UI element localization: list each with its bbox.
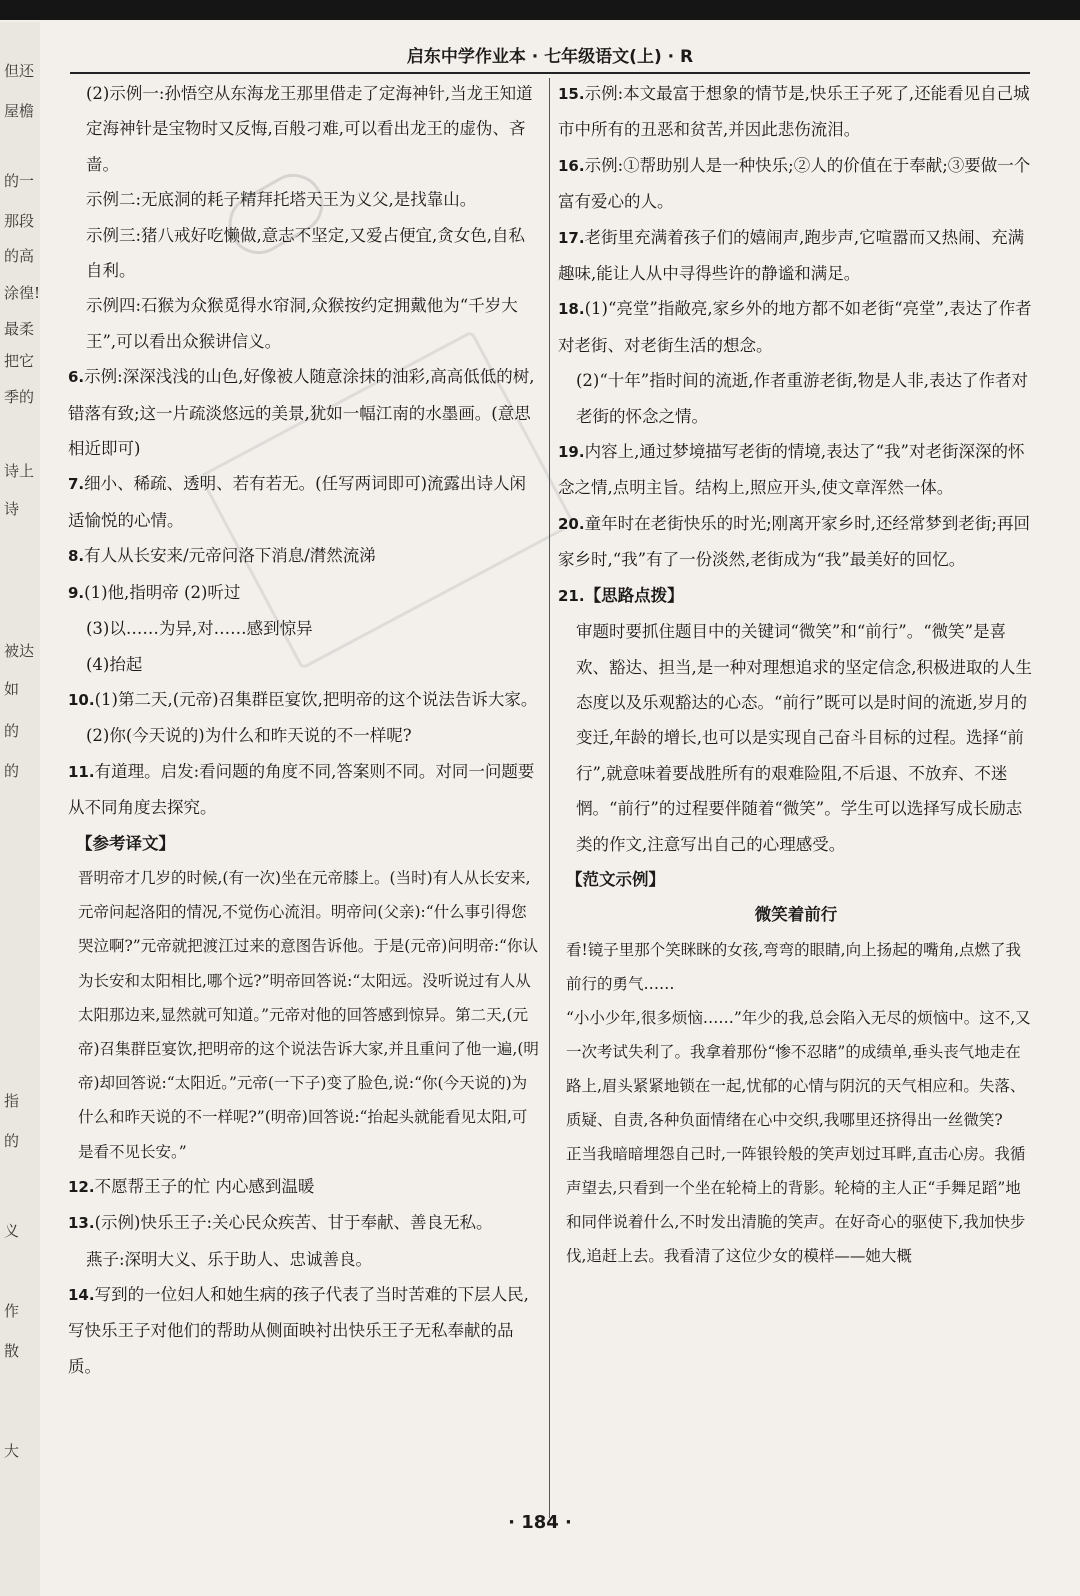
left-column (68, 76, 540, 1384)
answer-13 (68, 1205, 540, 1241)
answer-13-item: 燕子:深明大义、乐于助人、忠诚善良。 (86, 1249, 373, 1269)
answer-number: 6. (68, 368, 85, 387)
answer-number: 21. (558, 586, 585, 605)
answer-text: 不愿帮王子的忙 内心感到温暖 (94, 1176, 315, 1196)
top-edge-band (0, 0, 1080, 20)
answer-number: 12. (68, 1177, 95, 1196)
answer-text: 示例:深深浅浅的山色,好像被人随意涂抹的油彩,高高低低的树,错落有致;这一片疏淡悠远的美景,犹如一幅江南的水墨画。(意思相近即可) (68, 367, 535, 459)
answer-9-item: (3)以……为异,对……感到惊异 (86, 619, 313, 639)
answer-9 (68, 575, 540, 611)
previous-page-fragment: 季的 (4, 388, 35, 406)
answer-text: 细小、稀疏、透明、若有若无。(任写两词即可)流露出诗人闲适愉悦的心情。 (68, 474, 527, 530)
previous-page-fragment: 那段 (4, 212, 35, 230)
answer-16 (558, 148, 1034, 220)
answer-12 (68, 1169, 540, 1205)
answer-10 (68, 682, 540, 718)
previous-page-fragment: 的 (4, 1132, 20, 1150)
previous-page-fragment: 诗 (4, 500, 20, 518)
previous-page-fragment: 的 (4, 722, 20, 740)
reference-translation-heading: 【参考译文】 (76, 833, 175, 853)
hint-heading: 【思路点拨】 (584, 585, 684, 605)
previous-page-fragment: 被达 (4, 642, 35, 660)
answer-number: 17. (558, 228, 585, 247)
answer-number: 16. (558, 156, 585, 175)
writing-hint: 审题时要抓住题目中的关键词“微笑”和“前行”。“微笑”是喜欢、豁达、担当,是一种对理想追求的坚定信念,积极进取的人生态度以及乐观豁达的心态。“前行”既可以是时间的流逝,岁月的变迁,年龄的增长,也可以是实现自己奋斗目标的过程。选择“前行”,就意味着要战胜所有的艰难险阻,不后退、不放弃、不迷惘。“前行”的过程要伴随着“微笑”。学生可以选择写成长励志类的作文,注意写出自己的心理感受。 (576, 622, 1032, 854)
previous-page-fragment: 义 (4, 1222, 20, 1240)
answer-number: 10. (68, 690, 95, 709)
q5-example-3: 示例三:猪八戒好吃懒做,意志不坚定,又爱占便宜,贪女色,自私自利。 (86, 225, 526, 281)
column-divider (549, 78, 550, 1518)
answer-15 (558, 76, 1034, 148)
answer-7 (68, 466, 540, 538)
answer-text: 内容上,通过梦境描写老街的情境,表达了“我”对老街深深的怀念之情,点明主旨。结构上,照应开头,使文章浑然一体。 (558, 442, 1025, 498)
answer-number: 7. (68, 475, 85, 494)
answer-number: 11. (68, 762, 95, 781)
previous-page-fragment: 散 (4, 1342, 20, 1360)
answer-text: (1)“亮堂”指敞亮,家乡外的地方都不如老街“亮堂”,表达了作者对老街、对老街生活的想念。 (558, 299, 1032, 355)
answer-number: 18. (558, 300, 585, 319)
sample-essay-heading: 【范文示例】 (566, 869, 665, 889)
previous-page-fragment: 把它 (4, 352, 35, 370)
previous-page-fragment: 涂徨! (4, 284, 41, 302)
answer-21 (558, 578, 1034, 614)
previous-page-fragment: 作 (4, 1302, 20, 1320)
previous-page-fragment: 指 (4, 1092, 20, 1110)
previous-page-fragment: 的高 (4, 247, 35, 265)
answer-text: 写到的一位妇人和她生病的孩子代表了当时苦难的下层人民,写快乐王子对他们的帮助从侧面映衬出快乐王子无私奉献的品质。 (68, 1284, 529, 1376)
answer-text: 童年时在老街快乐的时光;刚离开家乡时,还经常梦到老街;再回家乡时,“我”有了一份淡然,老街成为“我”最美好的回忆。 (558, 513, 1030, 570)
answer-number: 9. (68, 583, 85, 602)
answer-text: 有道理。启发:看问题的角度不同,答案则不同。对同一问题要从不同角度去探究。 (68, 761, 535, 818)
answer-20 (558, 506, 1034, 578)
answer-14 (68, 1277, 540, 1384)
q5-example-2: 示例二:无底洞的耗子精拜托塔天王为义父,是找靠山。 (86, 190, 477, 210)
answer-9-item: (4)抬起 (86, 654, 143, 674)
answer-text: 老街里充满着孩子们的嬉闹声,跑步声,它喧嚣而又热闹、充满趣味,能让人从中寻得些许的静谧和满足。 (558, 227, 1025, 284)
essay-paragraph: 看!镜子里那个笑眯眯的女孩,弯弯的眼睛,向上扬起的嘴角,点燃了我前行的勇气…… (566, 940, 1022, 993)
answer-number: 19. (558, 443, 585, 462)
previous-page-fragment: 诗上 (4, 462, 35, 480)
answer-number: 8. (68, 547, 85, 566)
answer-text: 示例:①帮助别人是一种快乐;②人的价值在于奉献;③要做一个富有爱心的人。 (558, 155, 1031, 212)
answer-8 (68, 538, 540, 574)
answer-text: (1)第二天,(元帝)召集群臣宴饮,把明帝的这个说法告诉大家。 (94, 689, 538, 709)
answer-11 (68, 754, 540, 826)
answer-number: 14. (68, 1285, 95, 1304)
answer-10-item: (2)你(今天说的)为什么和昨天说的不一样呢? (86, 726, 412, 746)
answer-18-item: (2)“十年”指时间的流逝,作者重游老街,物是人非,表达了作者对老街的怀念之情。 (576, 371, 1028, 426)
essay-paragraph: 正当我暗暗埋怨自己时,一阵银铃般的笑声划过耳畔,直击心房。我循声望去,只看到一个坐在轮椅上的背影。轮椅的主人正“手舞足蹈”地和同伴说着什么,不时发出清脆的笑声。在好奇心的驱使下,我加快步伐,追赶上去。我看清了这位少女的模样——她大概 (566, 1144, 1026, 1265)
previous-page-fragment: 的 (4, 762, 20, 780)
answer-text: 有人从长安来/元帝问洛下消息/潸然流涕 (84, 546, 376, 566)
answer-text: (1)他,指明帝 (2)听过 (84, 582, 241, 602)
q5-example-1: (2)示例一:孙悟空从东海龙王那里借走了定海神针,当龙王知道定海神针是宝物时又反悔,百般刁难,可以看出龙王的虚伪、吝啬。 (86, 84, 533, 174)
answer-17 (558, 220, 1034, 292)
right-column (558, 76, 1034, 1273)
q5-example-4: 示例四:石猴为众猴觅得水帘洞,众猴按约定拥戴他为“千岁大王”,可以看出众猴讲信义。 (86, 296, 518, 351)
reference-translation: 晋明帝才几岁的时候,(有一次)坐在元帝膝上。(当时)有人从长安来,元帝问起洛阳的情况,不觉伤心流泪。明帝问(父亲):“什么事引得您哭泣啊?”元帝就把渡江过来的意图告诉他。于是(元帝)问明帝:“你认为长安和太阳相比,哪个远?”明帝回答说:“太阳远。没听说过有人从太阳那边来,显然就可知道。”元帝对他的回答感到惊异。第二天,(元帝)召集群臣宴饮,把明帝的这个说法告诉大家,并且重问了他一遍,(明帝)却回答说:“太阳近。”元帝(一下子)变了脸色,说:“你(今天说的)为什么和昨天说的不一样呢?”(明帝)回答说:“抬起头就能看见太阳,可是看不见长安。” (78, 868, 539, 1161)
answer-19 (558, 434, 1034, 506)
previous-page-fragment: 屋檐 (4, 102, 35, 120)
previous-page-strip (0, 22, 40, 1596)
answer-18 (558, 291, 1034, 363)
answer-number: 13. (68, 1214, 95, 1233)
essay-title: 微笑着前行 (754, 905, 838, 925)
page-number: · 184 · (508, 1512, 572, 1533)
essay-paragraph: “小小少年,很多烦恼……”年少的我,总会陷入无尽的烦恼中。这不,又一次考试失利了。我拿着那份“惨不忍睹”的成绩单,垂头丧气地走在路上,眉头紧紧地锁在一起,忧郁的心情与阴沉的天气相应和。失落、质疑、自责,各种负面情绪在心中交织,我哪里还挤得出一丝微笑? (566, 1008, 1031, 1129)
previous-page-fragment: 的一 (4, 172, 35, 190)
answer-number: 15. (558, 85, 585, 103)
answer-6 (68, 359, 540, 466)
previous-page-fragment: 如 (4, 680, 20, 698)
answer-text: (示例)快乐王子:关心民众疾苦、甘于奉献、善良无私。 (94, 1213, 493, 1233)
previous-page-fragment: 但还 (4, 62, 35, 80)
page-header: 启东中学作业本 · 七年级语文(上) · R (70, 44, 1030, 74)
previous-page-fragment: 大 (4, 1442, 20, 1460)
answer-number: 20. (558, 514, 585, 533)
answer-text: 示例:本文最富于想象的情节是,快乐王子死了,还能看见自己城市中所有的丑恶和贫苦,并因此悲伤流泪。 (558, 84, 1030, 140)
previous-page-fragment: 最柔 (4, 320, 35, 338)
